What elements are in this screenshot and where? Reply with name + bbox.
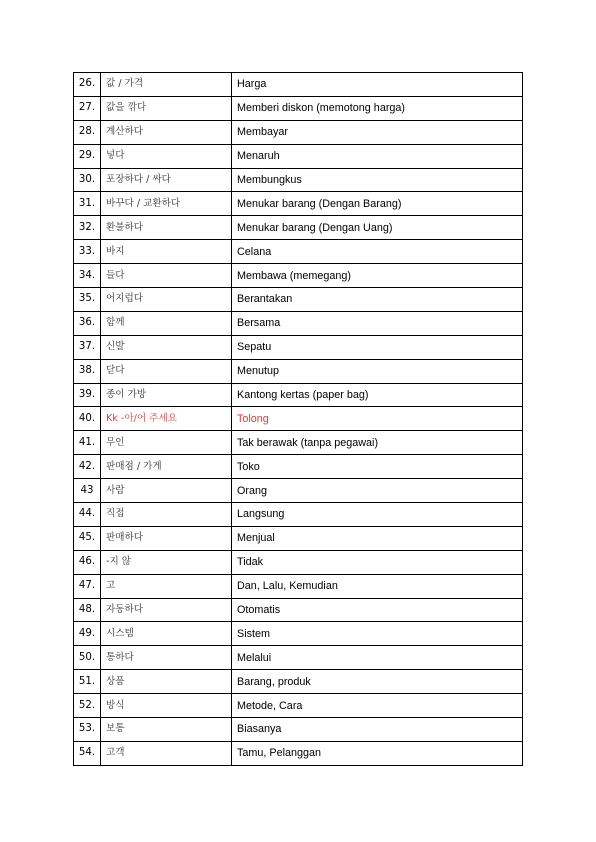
table-row	[74, 288, 523, 312]
korean-term: 시스템	[101, 622, 232, 646]
row-number: 38.	[74, 359, 101, 383]
table-row	[74, 574, 523, 598]
indonesian-meaning: Sepatu	[232, 335, 523, 359]
korean-term: 종이 가방	[101, 383, 232, 407]
korean-term: 계산하다	[101, 120, 232, 144]
korean-term: 신발	[101, 335, 232, 359]
korean-term: 포장하다 / 싸다	[101, 168, 232, 192]
korean-term: 값을 깎다	[101, 96, 232, 120]
korean-term: 자동하다	[101, 598, 232, 622]
row-number: 34.	[74, 264, 101, 288]
korean-term: 바꾸다 / 교환하다	[101, 192, 232, 216]
table-row	[74, 598, 523, 622]
row-number: 37.	[74, 335, 101, 359]
korean-term: 방식	[101, 694, 232, 718]
row-number: 53.	[74, 718, 101, 742]
indonesian-meaning: Menukar barang (Dengan Uang)	[232, 216, 523, 240]
korean-term: 닫다	[101, 359, 232, 383]
indonesian-meaning: Kantong kertas (paper bag)	[232, 383, 523, 407]
korean-term: 통하다	[101, 646, 232, 670]
row-number: 26.	[74, 73, 101, 97]
row-number: 44.	[74, 503, 101, 527]
indonesian-meaning: Membayar	[232, 120, 523, 144]
indonesian-meaning: Menutup	[232, 359, 523, 383]
table-row	[74, 670, 523, 694]
korean-term: 넣다	[101, 144, 232, 168]
korean-term: 판매하다	[101, 526, 232, 550]
table-row	[74, 646, 523, 670]
table-row	[74, 550, 523, 574]
table-row	[74, 335, 523, 359]
row-number: 49.	[74, 622, 101, 646]
indonesian-meaning: Langsung	[232, 503, 523, 527]
row-number: 30.	[74, 168, 101, 192]
indonesian-meaning: Membawa (memegang)	[232, 264, 523, 288]
indonesian-meaning: Toko	[232, 455, 523, 479]
indonesian-meaning: Biasanya	[232, 718, 523, 742]
korean-term: 함께	[101, 311, 232, 335]
row-number: 40.	[74, 407, 101, 431]
vocabulary-table-body	[74, 73, 523, 766]
indonesian-meaning: Tak berawak (tanpa pegawai)	[232, 431, 523, 455]
korean-term: 상품	[101, 670, 232, 694]
row-number: 29.	[74, 144, 101, 168]
indonesian-meaning: Tamu, Pelanggan	[232, 741, 523, 765]
vocabulary-table	[73, 72, 523, 766]
row-number: 47.	[74, 574, 101, 598]
row-number: 36.	[74, 311, 101, 335]
table-row	[74, 741, 523, 765]
row-number: 51.	[74, 670, 101, 694]
table-row	[74, 73, 523, 97]
table-row	[74, 311, 523, 335]
row-number: 39.	[74, 383, 101, 407]
korean-term: -지 않	[101, 550, 232, 574]
row-number: 52.	[74, 694, 101, 718]
indonesian-meaning: Barang, produk	[232, 670, 523, 694]
indonesian-meaning: Otomatis	[232, 598, 523, 622]
table-row	[74, 383, 523, 407]
indonesian-meaning: Dan, Lalu, Kemudian	[232, 574, 523, 598]
korean-term: 직접	[101, 503, 232, 527]
indonesian-meaning: Tolong	[232, 407, 523, 431]
korean-term: 환불하다	[101, 216, 232, 240]
table-row	[74, 144, 523, 168]
row-number: 46.	[74, 550, 101, 574]
row-number: 50.	[74, 646, 101, 670]
indonesian-meaning: Melalui	[232, 646, 523, 670]
korean-term: 어지럽다	[101, 288, 232, 312]
row-number: 42.	[74, 455, 101, 479]
row-number: 43	[74, 479, 101, 503]
table-row	[74, 120, 523, 144]
row-number: 33.	[74, 240, 101, 264]
korean-term: 판매점 / 가게	[101, 455, 232, 479]
indonesian-meaning: Celana	[232, 240, 523, 264]
row-number: 48.	[74, 598, 101, 622]
table-row	[74, 431, 523, 455]
table-row	[74, 359, 523, 383]
korean-term: 들다	[101, 264, 232, 288]
row-number: 41.	[74, 431, 101, 455]
table-row	[74, 526, 523, 550]
table-row	[74, 718, 523, 742]
row-number: 45.	[74, 526, 101, 550]
korean-term: 바지	[101, 240, 232, 264]
korean-term: 값 / 가격	[101, 73, 232, 97]
row-number: 27.	[74, 96, 101, 120]
indonesian-meaning: Berantakan	[232, 288, 523, 312]
table-row	[74, 455, 523, 479]
row-number: 31.	[74, 192, 101, 216]
table-row	[74, 216, 523, 240]
table-row	[74, 479, 523, 503]
table-row	[74, 622, 523, 646]
row-number: 28.	[74, 120, 101, 144]
indonesian-meaning: Menjual	[232, 526, 523, 550]
korean-term: 무인	[101, 431, 232, 455]
row-number: 35.	[74, 288, 101, 312]
indonesian-meaning: Memberi diskon (memotong harga)	[232, 96, 523, 120]
table-row	[74, 694, 523, 718]
table-row	[74, 503, 523, 527]
indonesian-meaning: Sistem	[232, 622, 523, 646]
table-row	[74, 240, 523, 264]
indonesian-meaning: Membungkus	[232, 168, 523, 192]
indonesian-meaning: Menaruh	[232, 144, 523, 168]
indonesian-meaning: Metode, Cara	[232, 694, 523, 718]
korean-term: 고객	[101, 741, 232, 765]
korean-term: 고	[101, 574, 232, 598]
row-number: 54.	[74, 741, 101, 765]
indonesian-meaning: Menukar barang (Dengan Barang)	[232, 192, 523, 216]
table-row	[74, 264, 523, 288]
table-row	[74, 407, 523, 431]
table-row	[74, 168, 523, 192]
korean-term: Kk -아/어 주세요	[101, 407, 232, 431]
row-number: 32.	[74, 216, 101, 240]
korean-term: 보통	[101, 718, 232, 742]
table-row	[74, 96, 523, 120]
korean-term: 사람	[101, 479, 232, 503]
indonesian-meaning: Bersama	[232, 311, 523, 335]
table-row	[74, 192, 523, 216]
indonesian-meaning: Orang	[232, 479, 523, 503]
indonesian-meaning: Harga	[232, 73, 523, 97]
indonesian-meaning: Tidak	[232, 550, 523, 574]
